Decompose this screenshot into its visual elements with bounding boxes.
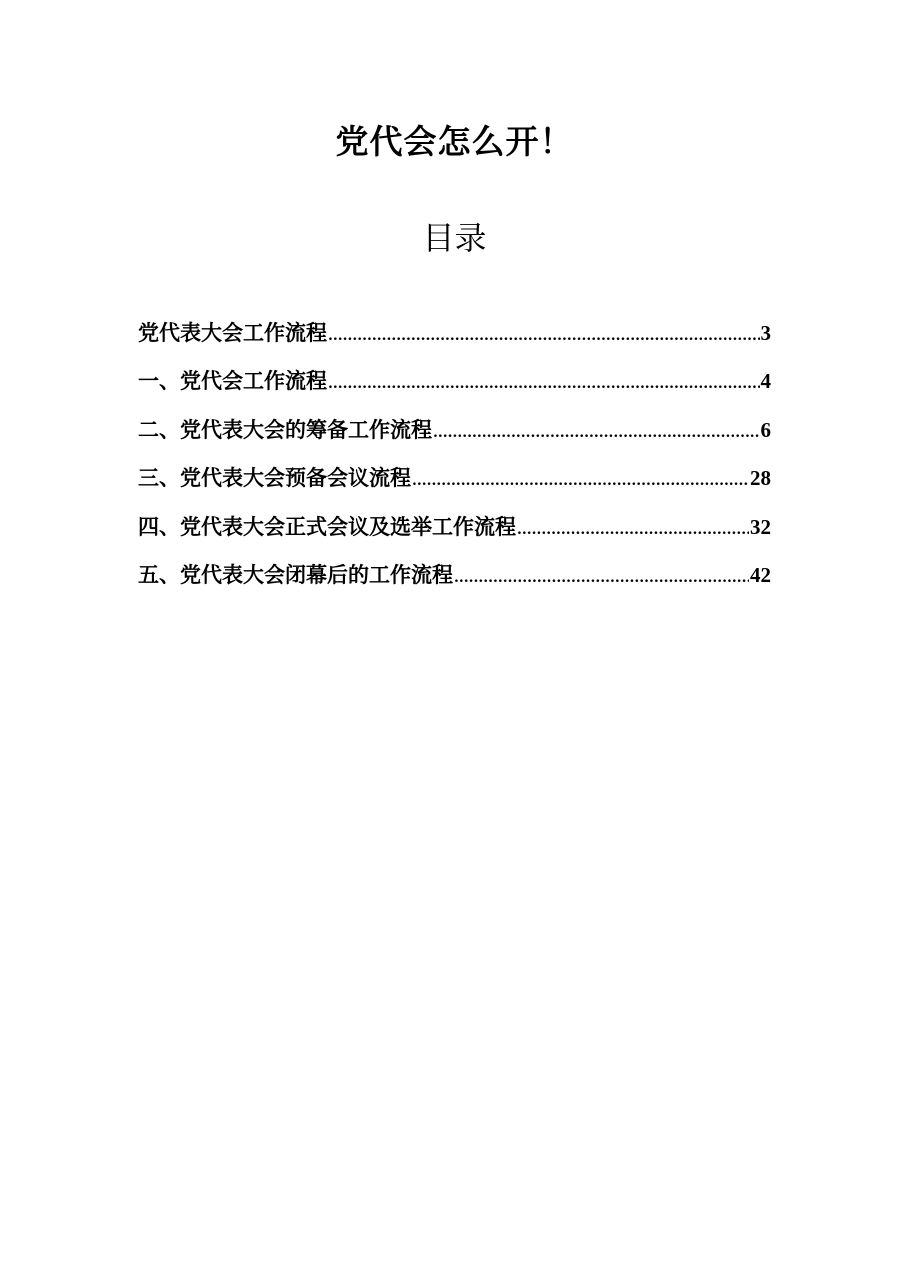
toc-entry[interactable] bbox=[138, 410, 771, 458]
toc-entry-page: 3 bbox=[760, 321, 771, 345]
toc-dot-leader bbox=[454, 558, 749, 598]
toc-entry-page: 28 bbox=[750, 466, 771, 491]
toc-entry-title: 三、党代表大会预备会议流程 bbox=[138, 465, 411, 491]
toc-entry-page: 6 bbox=[760, 417, 771, 442]
toc-entry-title: 二、党代表大会的筹备工作流程 bbox=[138, 416, 432, 442]
toc-entry[interactable] bbox=[138, 507, 771, 555]
toc-entry-page: 42 bbox=[750, 562, 771, 587]
toc-entry-title: 五、党代表大会闭幕后的工作流程 bbox=[138, 561, 453, 587]
toc-entry[interactable] bbox=[138, 313, 771, 361]
toc-dot-leader bbox=[412, 461, 749, 501]
table-of-contents bbox=[138, 313, 771, 603]
toc-heading: 目录 bbox=[422, 219, 487, 257]
toc-entry-title: 一、党代会工作流程 bbox=[138, 368, 327, 394]
document-title: 党代会怎么开！ bbox=[335, 122, 574, 161]
toc-dot-leader bbox=[517, 510, 749, 550]
toc-dot-leader bbox=[328, 316, 760, 356]
toc-entry[interactable] bbox=[138, 458, 771, 506]
toc-entry-page: 32 bbox=[750, 514, 771, 539]
toc-entry-title: 党代表大会工作流程 bbox=[138, 320, 327, 345]
toc-dot-leader bbox=[328, 364, 760, 404]
toc-entry-title: 四、党代表大会正式会议及选举工作流程 bbox=[138, 513, 516, 539]
toc-entry-page: 4 bbox=[760, 369, 771, 394]
toc-dot-leader bbox=[433, 413, 760, 453]
toc-entry[interactable] bbox=[138, 361, 771, 409]
toc-entry[interactable] bbox=[138, 555, 771, 603]
